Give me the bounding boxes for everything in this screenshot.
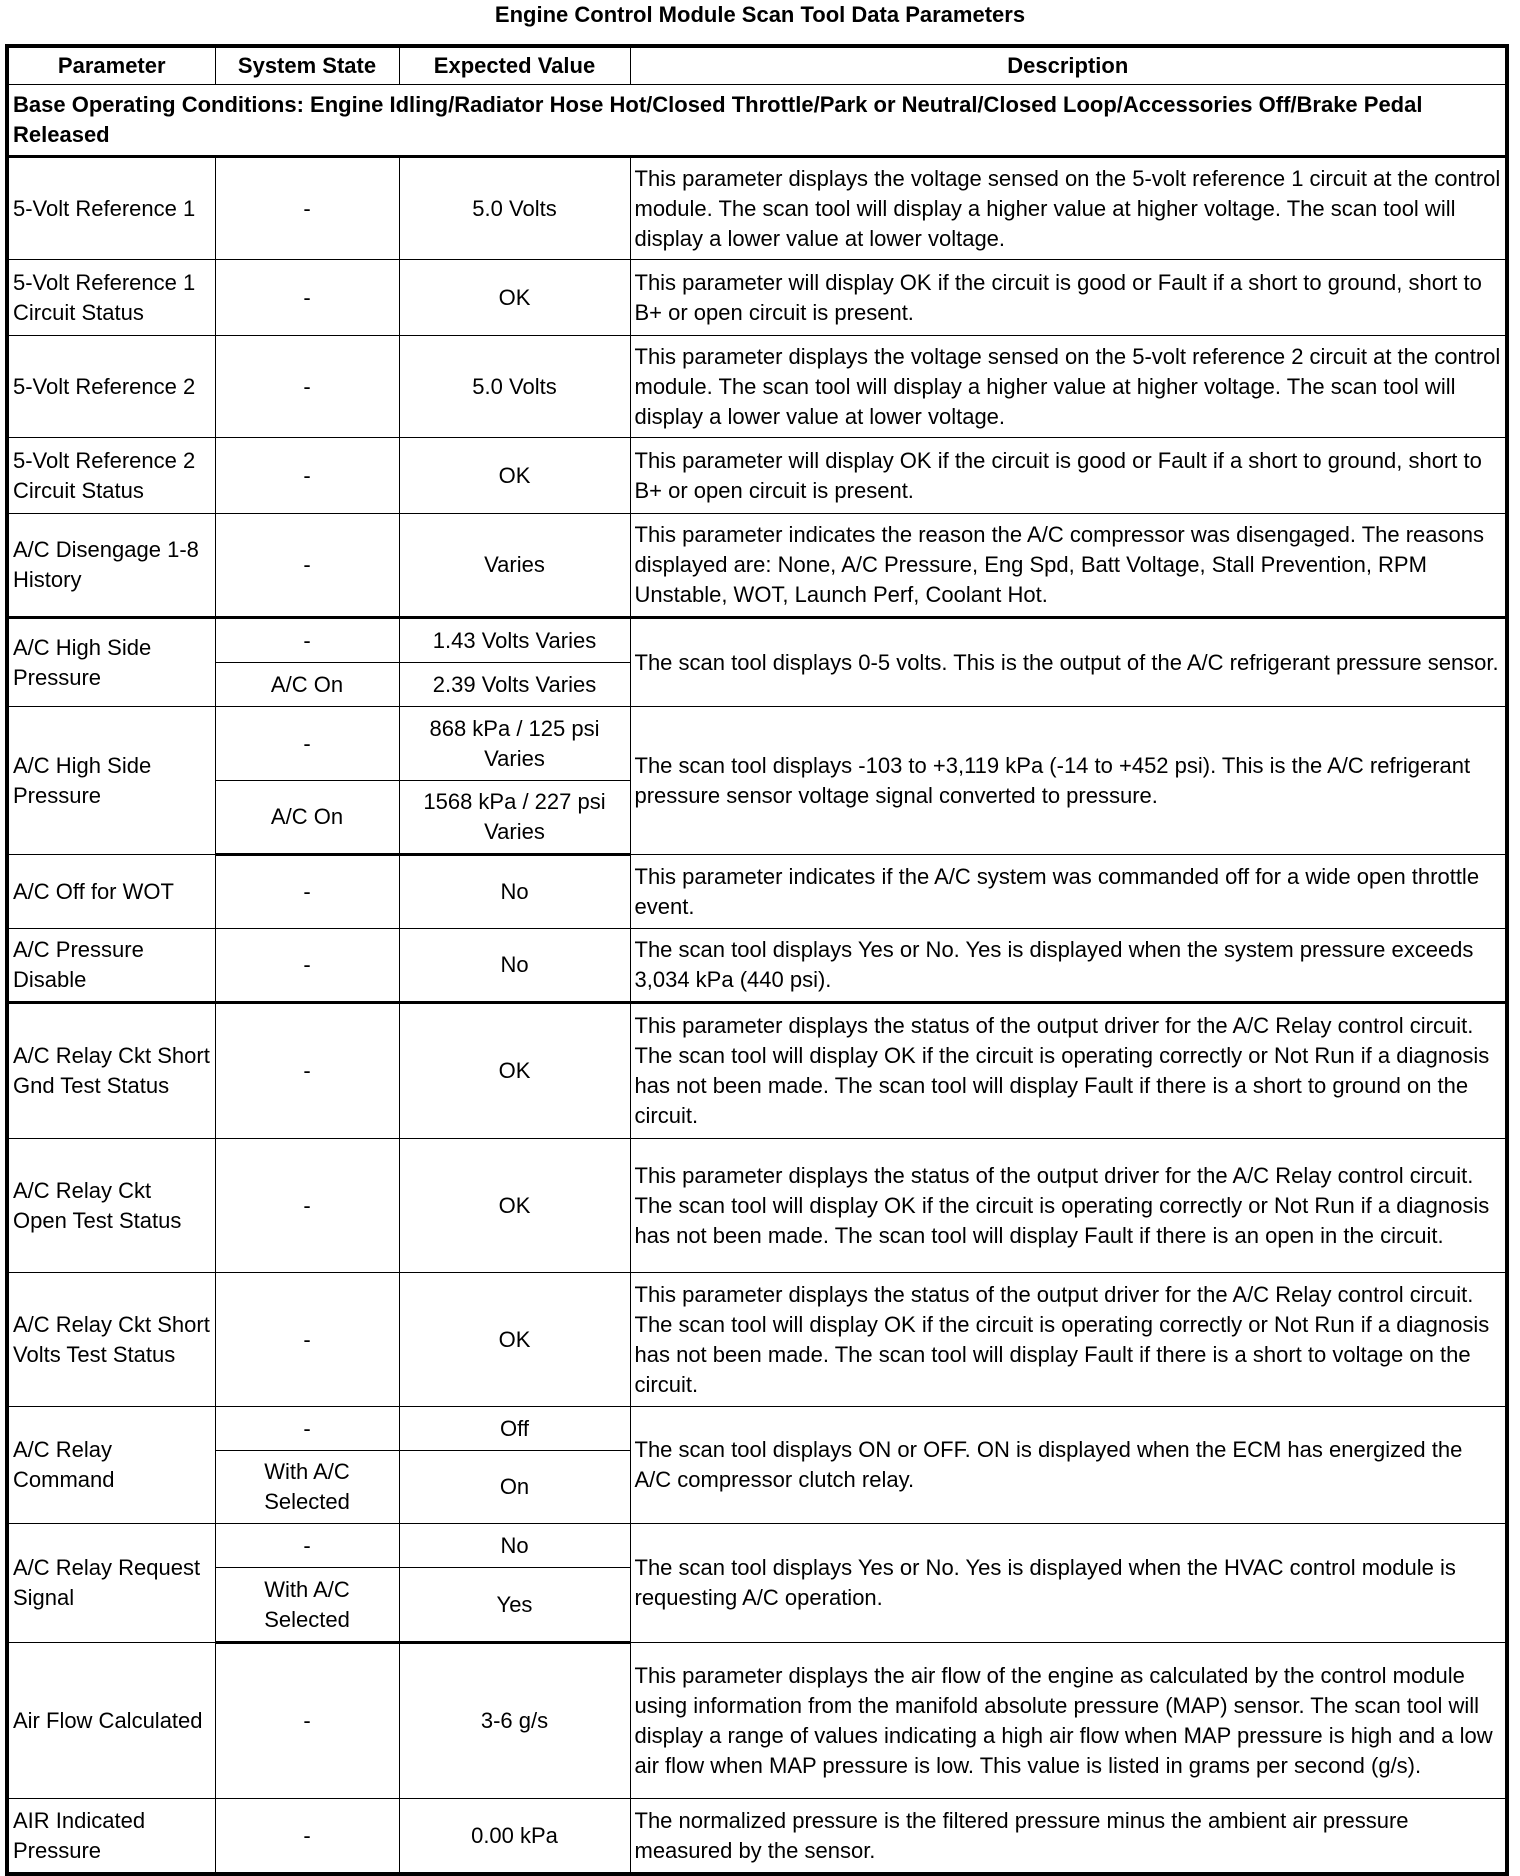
system-state-cell: - [215, 1139, 399, 1273]
column-header-description: Description [630, 46, 1507, 85]
system-state-cell: - [215, 336, 399, 438]
table-row [7, 1799, 1507, 1875]
description-cell: The scan tool displays -103 to +3,119 kPa (-14 to +452 psi). This is the A/C refrigerant pressure sensor voltage signal converted to pressure. [630, 707, 1507, 855]
parameter-cell: AIR Indicated Pressure [7, 1799, 215, 1875]
expected-value-cell: OK [399, 1139, 630, 1273]
system-state-cell: - [215, 1799, 399, 1875]
base-conditions: Base Operating Conditions: Engine Idling/Radiator Hose Hot/Closed Throttle/Park or Neutral/Closed Loop/Accessories Off/Brake Pedal Released [7, 85, 1507, 157]
header-row [7, 46, 1507, 85]
table-row [7, 929, 1507, 1003]
table-row [7, 1139, 1507, 1273]
system-state-cell: - [215, 157, 399, 260]
parameter-cell: A/C Relay Request Signal [7, 1524, 215, 1643]
description-cell: The scan tool displays Yes or No. Yes is displayed when the system pressure exceeds 3,034 kPa (440 psi). [630, 929, 1507, 1003]
scan-tool-parameters-table [5, 44, 1509, 1876]
system-state-cell: - [215, 1407, 399, 1451]
table-row [7, 1524, 1507, 1568]
system-state-cell: - [215, 1003, 399, 1139]
expected-value-cell: OK [399, 438, 630, 514]
system-state-cell: With A/C Selected [215, 1568, 399, 1643]
expected-value-cell: No [399, 1524, 630, 1568]
table-row [7, 855, 1507, 929]
parameter-cell: A/C High Side Pressure [7, 618, 215, 707]
expected-value-cell: No [399, 929, 630, 1003]
page-title: Engine Control Module Scan Tool Data Parameters [494, 2, 1026, 27]
table-row [7, 260, 1507, 336]
expected-value-cell: 868 kPa / 125 psi Varies [399, 707, 630, 781]
column-header-expected-value: Expected Value [399, 46, 630, 85]
table-row [7, 438, 1507, 514]
parameter-cell: A/C Relay Ckt Short Volts Test Status [7, 1273, 215, 1407]
expected-value-cell: Varies [399, 514, 630, 618]
system-state-cell: - [215, 438, 399, 514]
parameter-cell: A/C Relay Ckt Open Test Status [7, 1139, 215, 1273]
system-state-cell: A/C On [215, 663, 399, 707]
description-cell: This parameter displays the voltage sensed on the 5-volt reference 2 circuit at the control module. The scan tool will display a higher value at higher voltage. The scan tool will display a lower value at lower voltage. [630, 336, 1507, 438]
expected-value-cell: 2.39 Volts Varies [399, 663, 630, 707]
description-cell: The normalized pressure is the filtered pressure minus the ambient air pressure measured by the sensor. [630, 1799, 1507, 1875]
description-cell: This parameter indicates if the A/C system was commanded off for a wide open throttle event. [630, 855, 1507, 929]
system-state-cell: - [215, 1643, 399, 1799]
expected-value-cell: On [399, 1451, 630, 1524]
description-cell: This parameter displays the voltage sensed on the 5-volt reference 1 circuit at the control module. The scan tool will display a higher value at higher voltage. The scan tool will display a lower value at lower voltage. [630, 157, 1507, 260]
column-header-parameter: Parameter [7, 46, 215, 85]
system-state-cell: With A/C Selected [215, 1451, 399, 1524]
description-cell: The scan tool displays Yes or No. Yes is displayed when the HVAC control module is requesting A/C operation. [630, 1524, 1507, 1643]
table-row [7, 1643, 1507, 1799]
system-state-cell: - [215, 618, 399, 663]
parameter-cell: 5-Volt Reference 2 Circuit Status [7, 438, 215, 514]
expected-value-cell: 1.43 Volts Varies [399, 618, 630, 663]
table-row [7, 157, 1507, 260]
parameter-cell: 5-Volt Reference 1 [7, 157, 215, 260]
system-state-cell: - [215, 1524, 399, 1568]
description-cell: This parameter displays the status of the output driver for the A/C Relay control circuit. The scan tool will display OK if the circuit is operating correctly or Not Run if a diagnosis has not been made. The scan tool will display Fault if there is a short to ground on the circuit. [630, 1003, 1507, 1139]
system-state-cell: - [215, 855, 399, 929]
description-cell: This parameter will display OK if the circuit is good or Fault if a short to ground, short to B+ or open circuit is present. [630, 438, 1507, 514]
parameter-cell: A/C Relay Command [7, 1407, 215, 1524]
system-state-cell: - [215, 514, 399, 618]
parameter-cell: A/C Disengage 1-8 History [7, 514, 215, 618]
expected-value-cell: OK [399, 260, 630, 336]
parameter-cell: 5-Volt Reference 2 [7, 336, 215, 438]
table-row [7, 336, 1507, 438]
expected-value-cell: OK [399, 1003, 630, 1139]
expected-value-cell: OK [399, 1273, 630, 1407]
description-cell: This parameter displays the status of the output driver for the A/C Relay control circuit. The scan tool will display OK if the circuit is operating correctly or Not Run if a diagnosis has not been made. The scan tool will display Fault if there is a short to voltage on the circuit. [630, 1273, 1507, 1407]
parameter-cell: 5-Volt Reference 1 Circuit Status [7, 260, 215, 336]
parameter-cell: Air Flow Calculated [7, 1643, 215, 1799]
expected-value-cell: 1568 kPa / 227 psi Varies [399, 781, 630, 855]
column-header-system-state: System State [215, 46, 399, 85]
parameter-cell: A/C Relay Ckt Short Gnd Test Status [7, 1003, 215, 1139]
parameter-cell: A/C High Side Pressure [7, 707, 215, 855]
description-cell: This parameter displays the status of the output driver for the A/C Relay control circuit. The scan tool will display OK if the circuit is operating correctly or Not Run if a diagnosis has not been made. The scan tool will display Fault if there is an open in the circuit. [630, 1139, 1507, 1273]
parameter-cell: A/C Off for WOT [7, 855, 215, 929]
base-conditions-row [7, 85, 1507, 157]
system-state-cell: - [215, 260, 399, 336]
table-row [7, 618, 1507, 663]
description-cell: The scan tool displays ON or OFF. ON is displayed when the ECM has energized the A/C compressor clutch relay. [630, 1407, 1507, 1524]
description-cell: This parameter will display OK if the circuit is good or Fault if a short to ground, short to B+ or open circuit is present. [630, 260, 1507, 336]
system-state-cell: A/C On [215, 781, 399, 855]
description-cell: This parameter indicates the reason the A/C compressor was disengaged. The reasons displayed are: None, A/C Pressure, Eng Spd, Batt Voltage, Stall Prevention, RPM Unstable, WOT, Launch Perf, Coolant Hot. [630, 514, 1507, 618]
expected-value-cell: 5.0 Volts [399, 157, 630, 260]
expected-value-cell: Yes [399, 1568, 630, 1643]
expected-value-cell: 0.00 kPa [399, 1799, 630, 1875]
system-state-cell: - [215, 929, 399, 1003]
expected-value-cell: Off [399, 1407, 630, 1451]
table-row [7, 514, 1507, 618]
description-cell: This parameter displays the air flow of the engine as calculated by the control module using information from the manifold absolute pressure (MAP) sensor. The scan tool will display a range of values indicating a high air flow when MAP pressure is high and a low air flow when MAP pressure is low. This value is listed in grams per second (g/s). [630, 1643, 1507, 1799]
expected-value-cell: 5.0 Volts [399, 336, 630, 438]
system-state-cell: - [215, 707, 399, 781]
description-cell: The scan tool displays 0-5 volts. This is the output of the A/C refrigerant pressure sensor. [630, 618, 1507, 707]
table-row [7, 1003, 1507, 1139]
table-row [7, 1273, 1507, 1407]
table-row [7, 1407, 1507, 1451]
system-state-cell: - [215, 1273, 399, 1407]
expected-value-cell: 3-6 g/s [399, 1643, 630, 1799]
table-row [7, 707, 1507, 781]
parameter-cell: A/C Pressure Disable [7, 929, 215, 1003]
expected-value-cell: No [399, 855, 630, 929]
